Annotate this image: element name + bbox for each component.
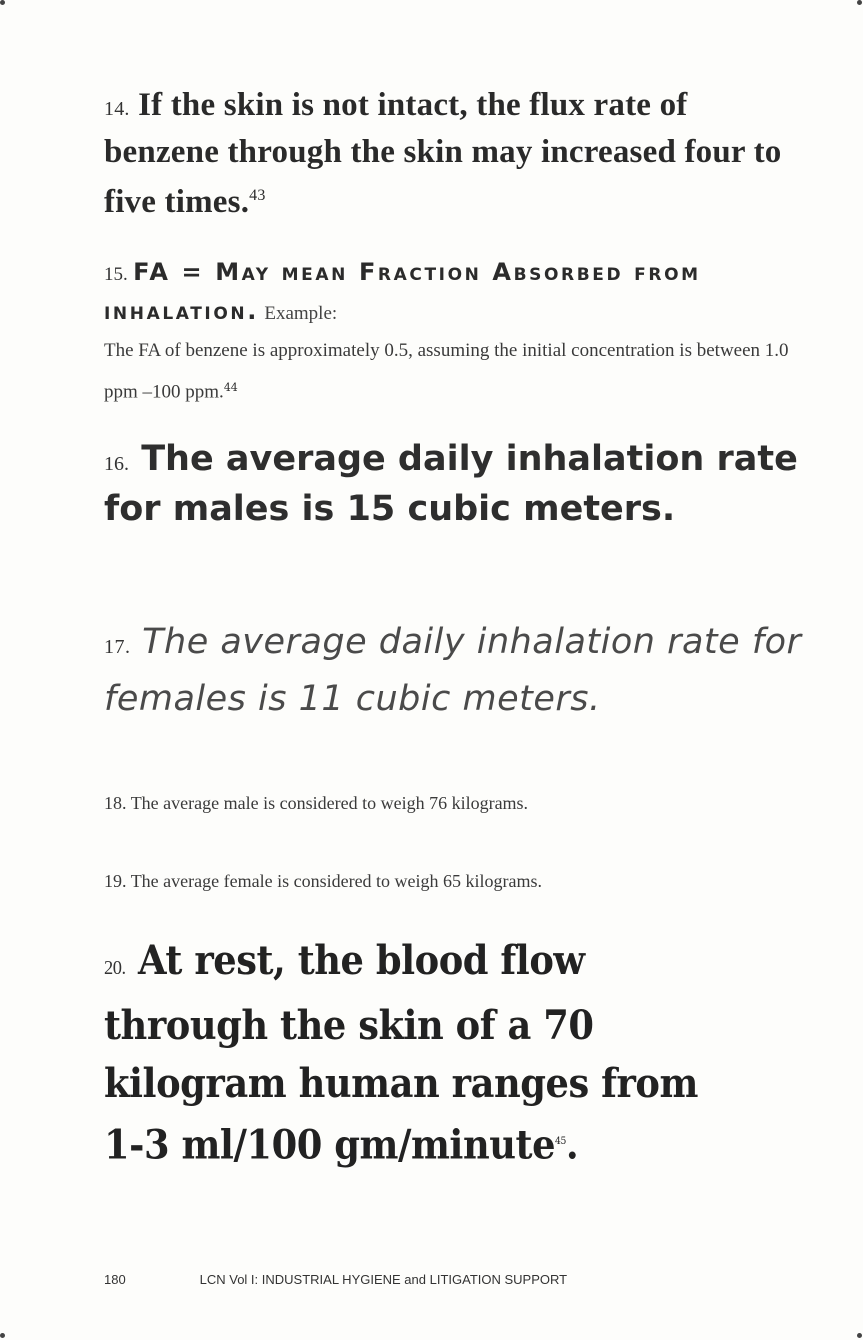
item-number: 18. bbox=[104, 793, 127, 813]
item-text: If the skin is not intact, the flux rate of benzene through the skin may increased four to five times. bbox=[104, 87, 782, 220]
page-footer bbox=[104, 1272, 724, 1287]
list-item-17 bbox=[104, 616, 824, 725]
item-text: At rest, the blood flow through the skin of a 70 kilogram human ranges from 1-3 ml/100 gm/minute bbox=[104, 937, 698, 1169]
footnote-ref: 44 bbox=[223, 381, 238, 394]
corner-mark-bottom-left bbox=[0, 1333, 5, 1338]
list-item-19 bbox=[104, 866, 824, 896]
corner-mark-top-left bbox=[0, 0, 5, 5]
item-tail: . bbox=[565, 1121, 579, 1169]
page-number: 180 bbox=[104, 1272, 126, 1287]
list-item-15 bbox=[104, 254, 804, 412]
item-number: 15. bbox=[104, 264, 128, 285]
item-number: 19. bbox=[104, 871, 127, 891]
list-item-20 bbox=[104, 932, 748, 1174]
item-number: 17. bbox=[104, 636, 131, 658]
item-number: 14. bbox=[104, 98, 130, 120]
corner-mark-bottom-right bbox=[857, 1333, 862, 1338]
item-number: 16. bbox=[104, 453, 129, 475]
item-text: The average daily inhalation rate for females is 11 cubic meters. bbox=[104, 622, 802, 719]
item-number: 20. bbox=[104, 957, 126, 979]
list-item-14 bbox=[104, 84, 784, 224]
footnote-ref: 45 bbox=[555, 1136, 566, 1147]
item-text: The average male is considered to weigh 76 kilograms. bbox=[130, 793, 529, 813]
running-title: LCN Vol I: INDUSTRIAL HYGIENE and LITIGATION SUPPORT bbox=[199, 1272, 568, 1287]
corner-mark-top-right bbox=[857, 0, 862, 5]
list-item-18 bbox=[104, 788, 824, 818]
item-text: The average female is considered to weigh 65 kilograms. bbox=[130, 871, 543, 891]
list-item-16 bbox=[104, 437, 824, 532]
item-heading: FA = May mean Fraction Absorbed from inhalation. bbox=[104, 258, 701, 325]
item-text: The FA of benzene is approximately 0.5, assuming the initial concentration is between 1.0 ppm –100 ppm. bbox=[104, 340, 789, 403]
footnote-ref: 43 bbox=[249, 187, 266, 204]
item-text: The average daily inhalation rate for males is 15 cubic meters. bbox=[104, 439, 798, 529]
example-label: Example: bbox=[264, 303, 338, 324]
